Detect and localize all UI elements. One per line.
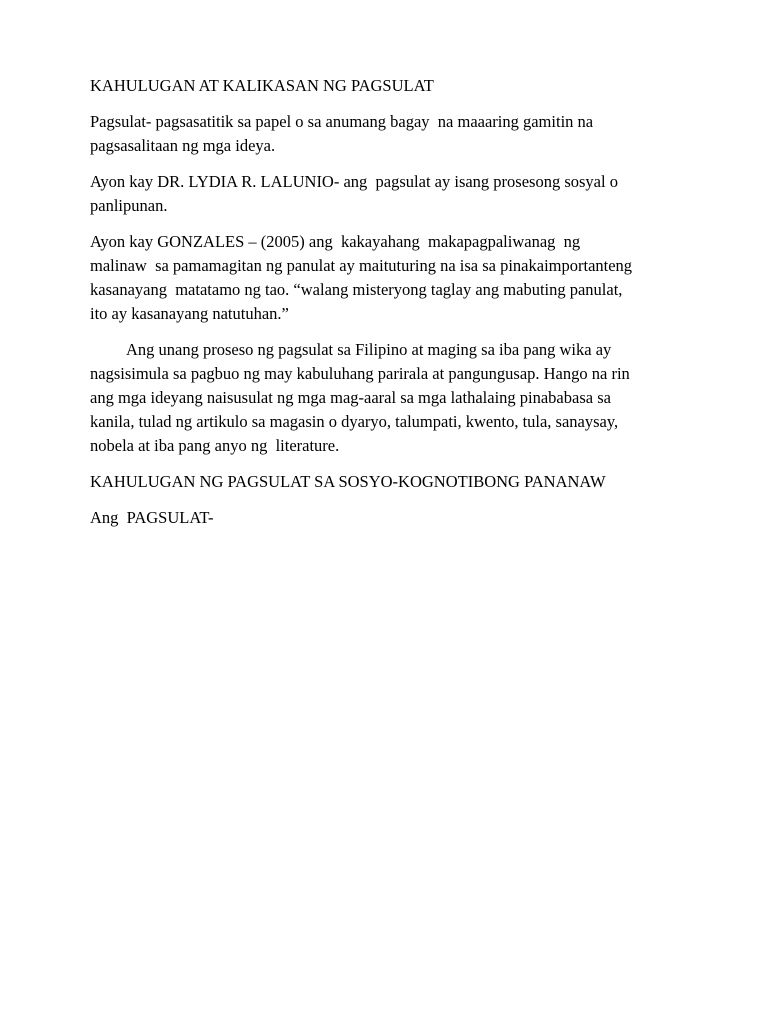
document-body	[90, 74, 690, 542]
paragraph-ang-pagsulat	[90, 506, 690, 530]
heading-sosyo-kognotibong	[90, 470, 690, 494]
paragraph-line: panlipunan.	[90, 196, 168, 215]
paragraph-line: Ang unang proseso ng pagsulat sa Filipino at maging sa iba pang wika ay	[126, 340, 612, 359]
paragraph-lalunio	[90, 170, 690, 218]
heading-kahulugan-at-kalikasan	[90, 74, 690, 98]
heading-text: KAHULUGAN NG PAGSULAT SA SOSYO-KOGNOTIBONG PANANAW	[90, 472, 606, 491]
paragraph-line: kanila, tulad ng artikulo sa magasin o dyaryo, talumpati, kwento, tula, sanaysay,	[90, 412, 619, 431]
heading-text: KAHULUGAN AT KALIKASAN NG PAGSULAT	[90, 76, 434, 95]
paragraph-line: pagsasalitaan ng mga ideya.	[90, 136, 276, 155]
paragraph-line: ito ay kasanayang natutuhan.”	[90, 304, 289, 323]
paragraph-line: Ayon kay DR. LYDIA R. LALUNIO- ang pagsulat ay isang prosesong sosyal o	[90, 172, 618, 191]
paragraph-line: Ayon kay GONZALES – (2005) ang kakayahang makapagpaliwanag ng	[90, 232, 581, 251]
paragraph-gonzales	[90, 230, 690, 326]
paragraph-pagsulat-definition	[90, 110, 690, 158]
paragraph-unang-proseso	[90, 338, 690, 458]
paragraph-line: nagsisimula sa pagbuo ng may kabuluhang parirala at pangungusap. Hango na rin	[90, 364, 630, 383]
paragraph-line: Pagsulat- pagsasatitik sa papel o sa anumang bagay na maaaring gamitin na	[90, 112, 594, 131]
paragraph-line: nobela at iba pang anyo ng literature.	[90, 436, 340, 455]
paragraph-line: ang mga ideyang naisusulat ng mga mag-aaral sa mga lathalaing pinababasa sa	[90, 388, 611, 407]
paragraph-line: malinaw sa pamamagitan ng panulat ay maituturing na isa sa pinakaimportanteng	[90, 256, 633, 275]
paragraph-line: Ang PAGSULAT-	[90, 508, 214, 527]
paragraph-line: kasanayang matatamo ng tao. “walang misteryong taglay ang mabuting panulat,	[90, 280, 623, 299]
